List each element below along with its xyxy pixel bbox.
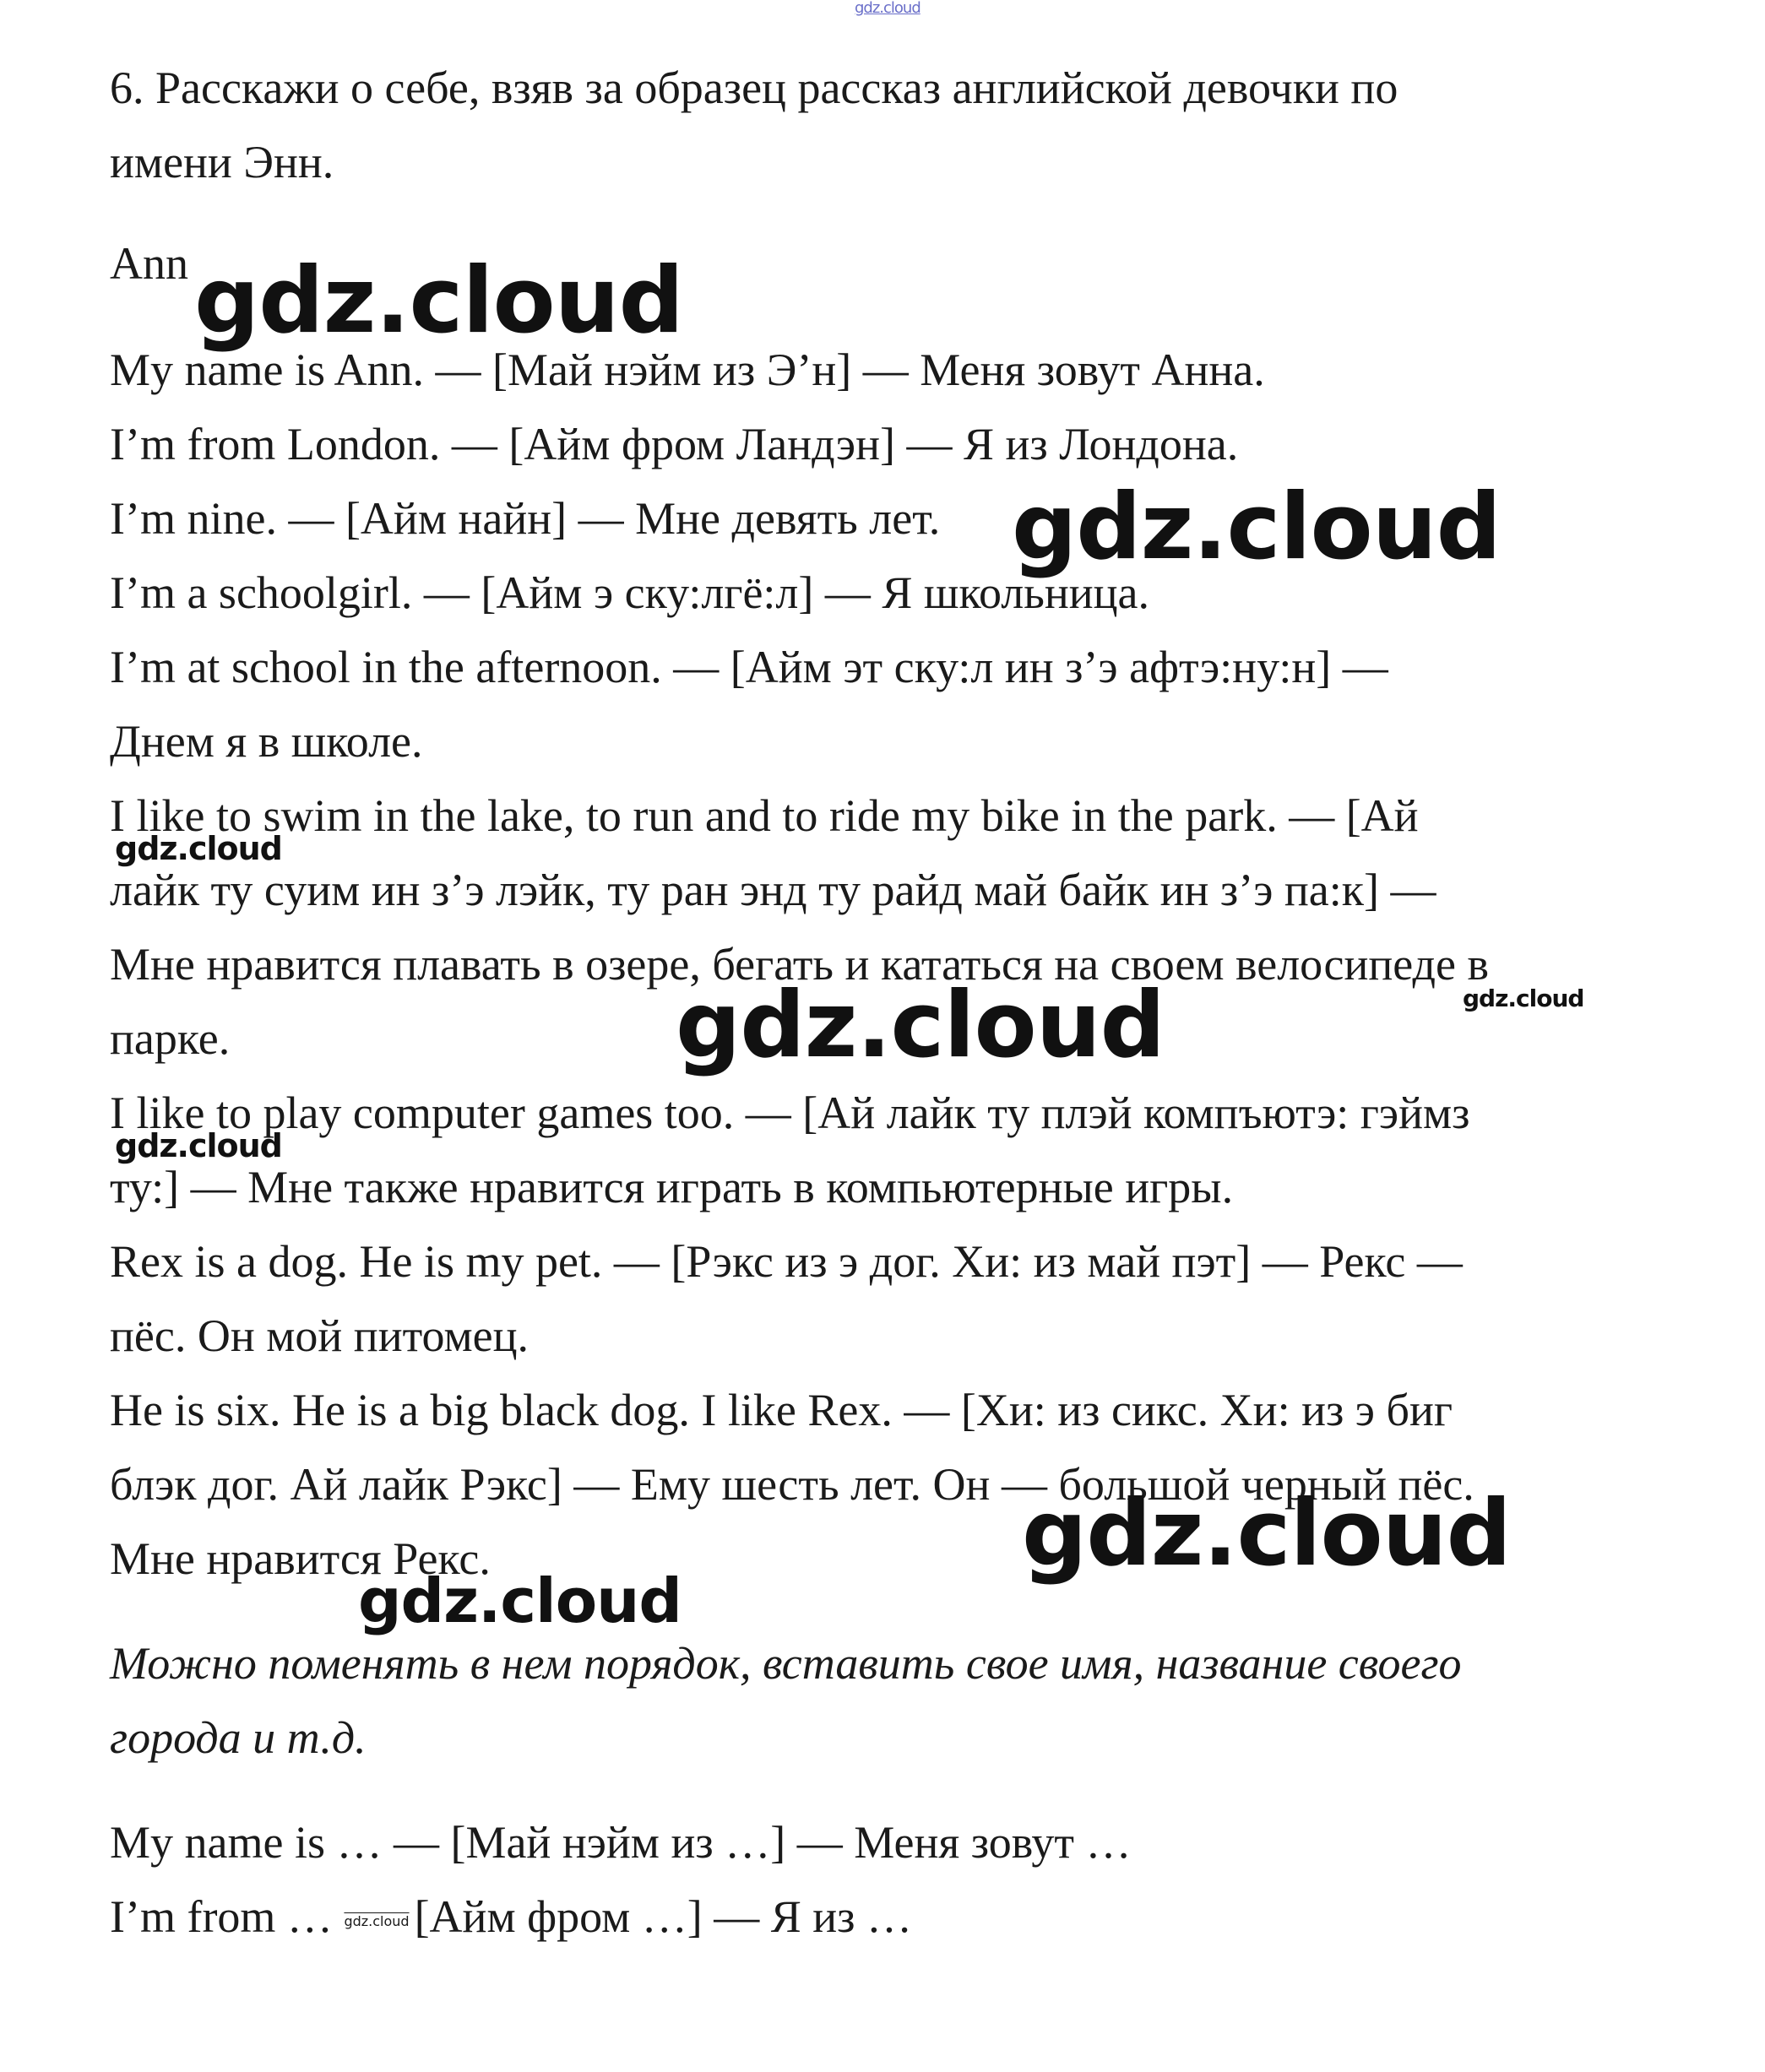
story-line: Мне нравится Рекс. bbox=[110, 1533, 491, 1584]
watermark: gdz.cloud bbox=[1022, 1481, 1511, 1587]
note-line-2: города и т.д. bbox=[110, 1712, 367, 1763]
watermark: gdz.cloud bbox=[115, 830, 282, 867]
note-line-1: Можно поменять в нем порядок, вставить свое имя, название своего bbox=[110, 1638, 1462, 1689]
story-line: пёс. Он мой питомец. bbox=[110, 1310, 529, 1361]
story-line: блэк дог. Ай лайк Рэкс] — Ему шесть лет. Он — большой черный пёс. bbox=[110, 1459, 1474, 1510]
story-line: I’m a schoolgirl. — [Айм э ску:лгё:л] — Я школьница. bbox=[110, 567, 1149, 618]
watermark: gdz.cloud bbox=[1463, 984, 1584, 1012]
template-line-2 bbox=[110, 1890, 912, 1949]
watermark: gdz.cloud bbox=[194, 248, 683, 354]
story-title: Ann bbox=[110, 238, 188, 289]
story-line: ту:] — Мне также нравится играть в компьютерные игры. bbox=[110, 1162, 1234, 1212]
template-line-2-start: I’m from … bbox=[110, 1891, 345, 1942]
story-line: My name is Ann. — [Май нэйм из Э’н] — Меня зовут Анна. bbox=[110, 344, 1265, 395]
task-line-2: имени Энн. bbox=[110, 137, 334, 187]
story-line: парке. bbox=[110, 1013, 231, 1064]
story-line: I’m nine. — [Айм найн] — Мне девять лет. bbox=[110, 493, 941, 544]
watermark: gdz.cloud bbox=[115, 1127, 282, 1164]
story-line: He is six. He is a big black dog. I like Rex. — [Хи: из сикс. Хи: из э биг bbox=[110, 1385, 1453, 1435]
template-line-1: My name is … — [Май нэйм из …] — Меня зовут … bbox=[110, 1817, 1132, 1868]
story-line: I like to swim in the lake, to run and to ride my bike in the park. — [Ай bbox=[110, 790, 1419, 841]
template-line-2-end: [Айм фром …] — Я из … bbox=[414, 1891, 912, 1942]
watermark: gdz.cloud bbox=[1012, 475, 1501, 580]
story-line: Мне нравится плавать в озере, бегать и кататься на своем велосипеде в bbox=[110, 939, 1489, 990]
watermark-top: gdz.cloud bbox=[855, 0, 921, 17]
task-line-1: 6. Расскажи о себе, взяв за образец рассказ английской девочки по bbox=[110, 62, 1398, 113]
story-line: I’m from London. — [Айм фром Ландэн] — Я из Лондона. bbox=[110, 419, 1239, 469]
story-line: I’m at school in the afternoon. — [Айм эт ску:л ин з’э афтэ:ну:н] — bbox=[110, 642, 1388, 692]
story-line: Rex is a dog. He is my pet. — [Рэкс из э дог. Хи: из май пэт] — Рекс — bbox=[110, 1236, 1463, 1287]
inline-watermark: gdz.cloud bbox=[344, 1912, 410, 1929]
story-line: лайк ту суим ин з’э лэйк, ту ран энд ту райд май байк ин з’э па:к] — bbox=[110, 865, 1436, 915]
watermark: gdz.cloud bbox=[676, 973, 1165, 1078]
story-line: Днем я в школе. bbox=[110, 716, 423, 767]
watermark: gdz.cloud bbox=[358, 1565, 682, 1636]
story-line: I like to play computer games too. — [Ай лайк ту плэй компъютэ: гэймз bbox=[110, 1088, 1470, 1138]
